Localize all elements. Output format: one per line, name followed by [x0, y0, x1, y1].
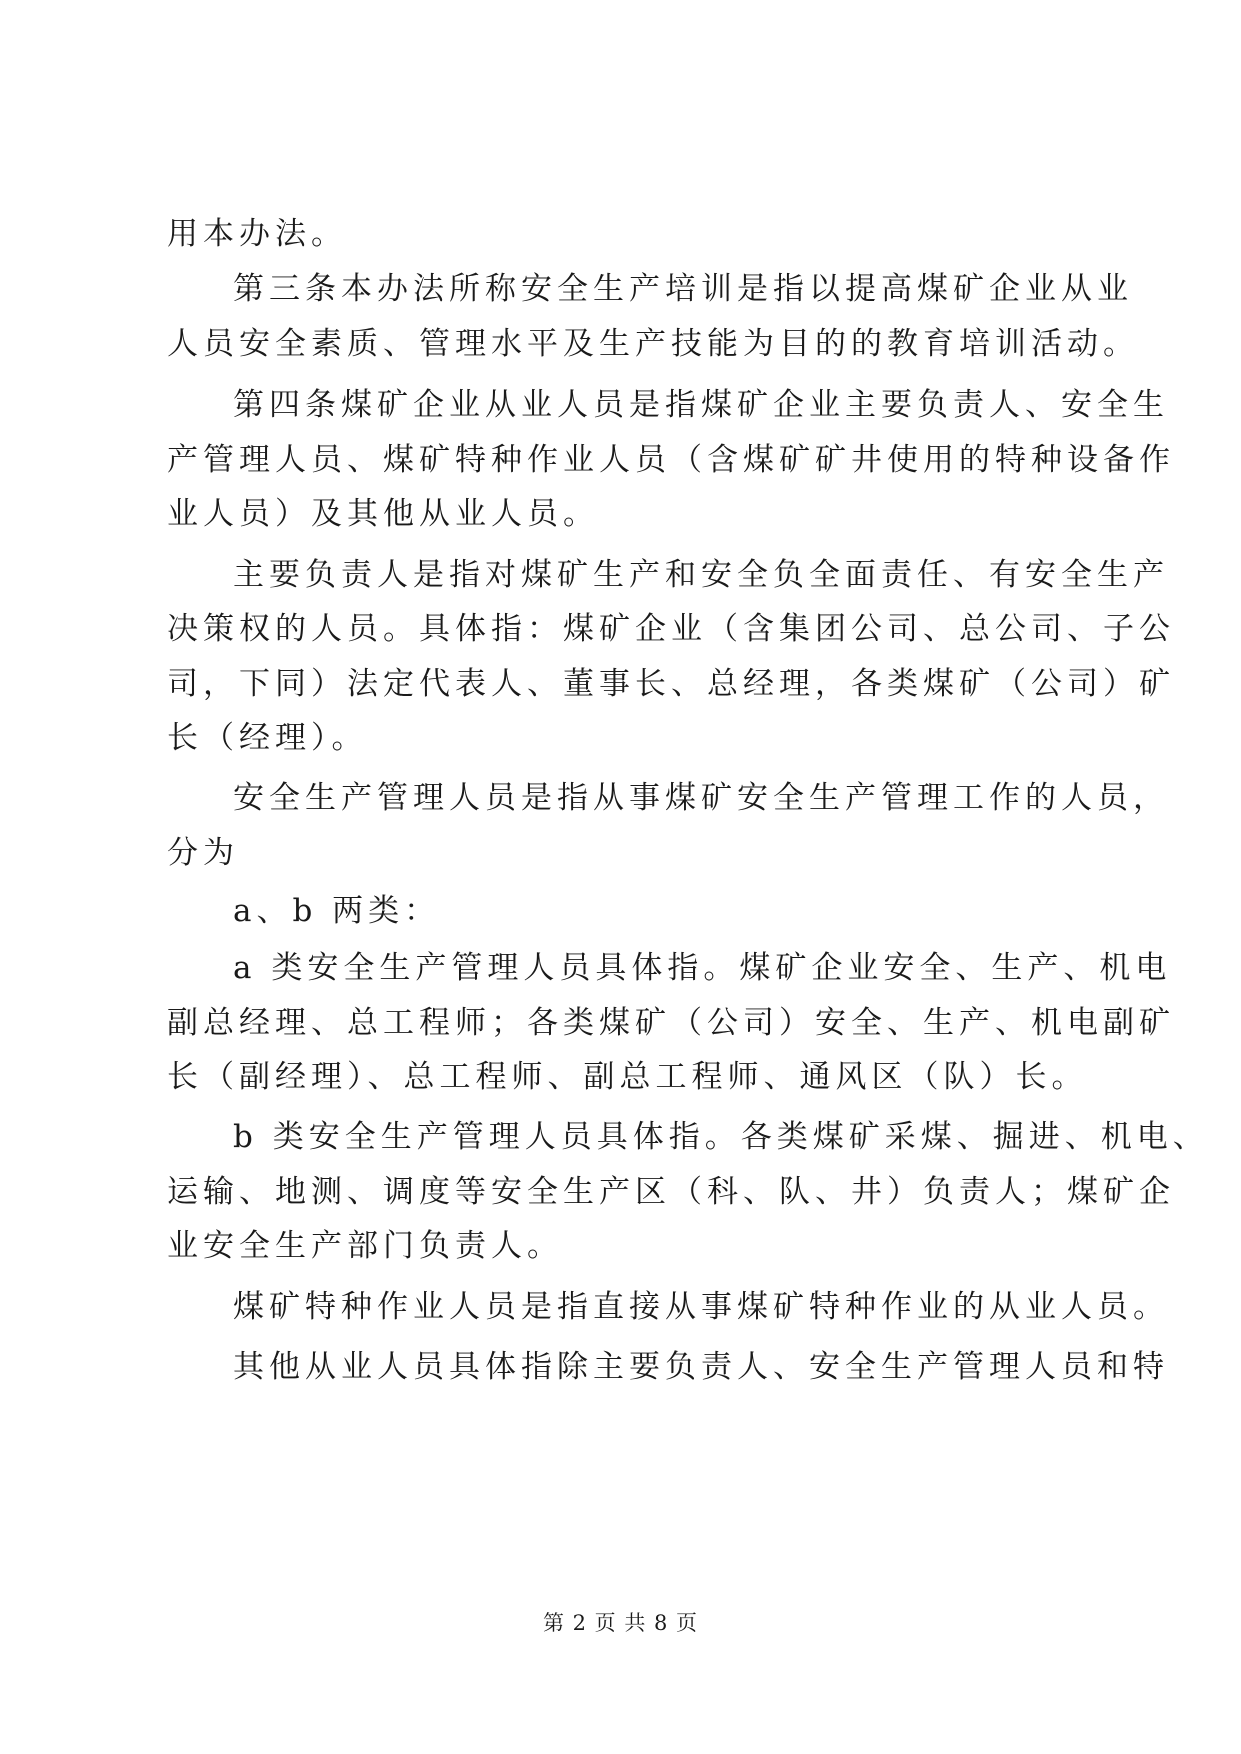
body-line-4: 第四条煤矿企业从业人员是指煤矿企业主要负责人、安全生	[233, 387, 1169, 423]
body-line-21: 其他从业人员具体指除主要负责人、安全生产管理人员和特	[233, 1349, 1169, 1385]
body-line-2: 第三条本办法所称安全生产培训是指以提高煤矿企业从业	[233, 271, 1133, 307]
body-line-13: a、b 两类：	[233, 893, 441, 929]
body-line-12: 分为	[167, 835, 239, 871]
body-line-16: 长（副经理）、总工程师、副总工程师、通风区（队）长。	[167, 1059, 1088, 1095]
body-line-17: b 类安全生产管理人员具体指。各类煤矿采煤、掘进、机电、	[233, 1119, 1209, 1155]
body-line-20: 煤矿特种作业人员是指直接从事煤矿特种作业的从业人员。	[233, 1289, 1169, 1325]
body-line-1: 用本办法。	[167, 216, 347, 252]
body-line-11: 安全生产管理人员是指从事煤矿安全生产管理工作的人员，	[233, 780, 1169, 816]
body-line-5: 产管理人员、煤矿特种作业人员（含煤矿矿井使用的特种设备作	[167, 442, 1175, 478]
body-line-6: 业人员）及其他从业人员。	[167, 496, 599, 532]
body-line-19: 业安全生产部门负责人。	[167, 1228, 563, 1264]
body-line-9: 司，下同）法定代表人、董事长、总经理，各类煤矿（公司）矿	[167, 666, 1175, 702]
body-line-18: 运输、地测、调度等安全生产区（科、队、井）负责人；煤矿企	[167, 1174, 1175, 1210]
body-line-3: 人员安全素质、管理水平及生产技能为目的的教育培训活动。	[167, 326, 1139, 362]
body-line-15: 副总经理、总工程师；各类煤矿（公司）安全、生产、机电副矿	[167, 1005, 1175, 1041]
body-line-8: 决策权的人员。具体指：煤矿企业（含集团公司、总公司、子公	[167, 611, 1175, 647]
body-line-14: a 类安全生产管理人员具体指。煤矿企业安全、生产、机电	[233, 950, 1172, 986]
page-number-footer: 第 2 页 共 8 页	[542, 1611, 699, 1635]
body-line-7: 主要负责人是指对煤矿生产和安全负全面责任、有安全生产	[233, 557, 1169, 593]
body-line-10: 长（经理）。	[167, 720, 368, 756]
